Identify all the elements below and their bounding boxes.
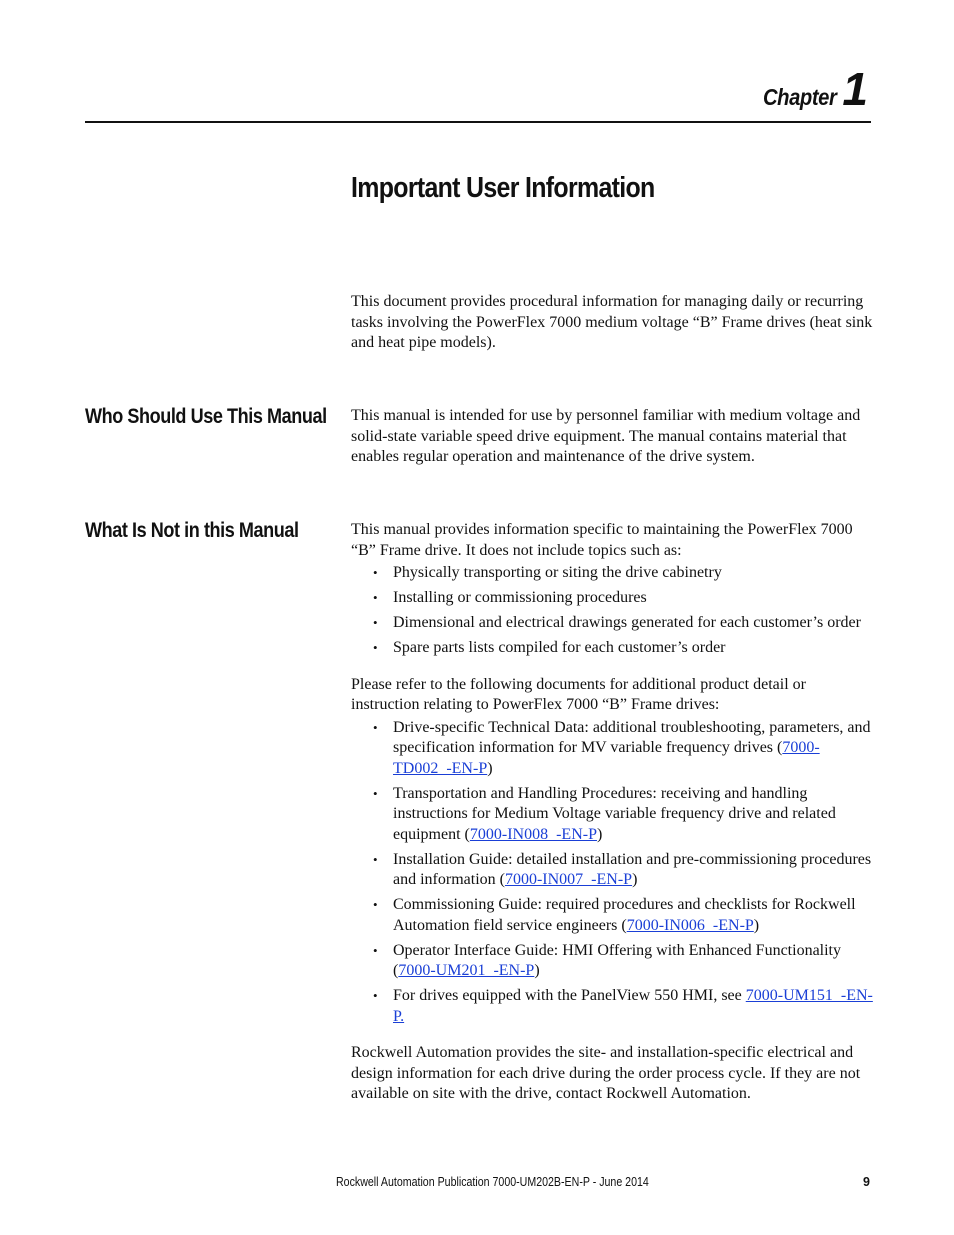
doc-link-in008[interactable]: 7000-IN008_-EN-P bbox=[469, 825, 597, 843]
doc-suffix: ) bbox=[487, 759, 493, 777]
not-in-manual-section bbox=[351, 520, 876, 1105]
chapter-number: 1 bbox=[842, 63, 868, 115]
doc-link-um151[interactable]: 7000-UM151_-EN-P. bbox=[393, 987, 873, 1025]
page-footer bbox=[0, 1175, 954, 1191]
list-item bbox=[393, 986, 876, 1027]
page-title: Important User Information bbox=[351, 172, 655, 204]
not-in-manual-text: This manual provides information specific to maintaining the PowerFlex 7000 “B” Frame drive. It does not include topics such as: bbox=[351, 521, 853, 559]
intro-text: This document provides procedural information for managing daily or recurring tasks involving the PowerFlex 7000 medium voltage “B” Frame drives (heat sink and heat pipe models). bbox=[351, 293, 873, 351]
list-item bbox=[393, 784, 876, 846]
doc-description: Commissioning Guide: required procedures and checklists for Rockwell Automation field service engineers ( bbox=[393, 896, 856, 934]
refer-text: Please refer to the following documents for additional product detail or instruction relating to PowerFlex 7000 “B” Frame drives: bbox=[351, 675, 806, 713]
doc-description: For drives equipped with the PanelView 550 HMI, see bbox=[393, 987, 746, 1004]
footer-page-number: 9 bbox=[863, 1175, 870, 1189]
doc-description: Installation Guide: detailed installation and pre-commissioning procedures and information ( bbox=[393, 850, 872, 888]
doc-link-in006[interactable]: 7000-IN006_-EN-P bbox=[626, 916, 754, 934]
list-item bbox=[393, 850, 876, 891]
doc-suffix: ) bbox=[632, 871, 638, 888]
list-item: • Spare parts lists compiled for each customer’s order bbox=[393, 638, 876, 659]
excluded-topics-list bbox=[351, 563, 876, 659]
doc-suffix: ) bbox=[534, 962, 540, 979]
who-should-text: This manual is intended for use by personnel familiar with medium voltage and solid-state variable speed drive equipment. The manual contains material that enables regular operation and maintenance of the drive system. bbox=[351, 407, 861, 465]
list-item bbox=[393, 895, 876, 936]
intro-paragraph bbox=[351, 292, 876, 354]
list-item bbox=[393, 718, 876, 780]
doc-link-in007[interactable]: 7000-IN007_-EN-P bbox=[504, 871, 633, 888]
list-item: • Installing or commissioning procedures bbox=[393, 588, 876, 609]
closing-text: Rockwell Automation provides the site- and installation-specific electrical and design information for each drive during the order process cycle. If they are not available on site with the drive, contact Rockwell Automation. bbox=[351, 1044, 861, 1102]
doc-link-um201[interactable]: 7000-UM201_-EN-P bbox=[398, 962, 535, 979]
doc-suffix: ) bbox=[753, 916, 760, 934]
list-item: • Physically transporting or siting the drive cabinetry bbox=[393, 563, 876, 584]
list-item bbox=[393, 941, 876, 982]
doc-suffix: ) bbox=[596, 825, 603, 843]
list-item: • Dimensional and electrical drawings generated for each customer’s order bbox=[393, 613, 876, 634]
who-should-section bbox=[351, 406, 876, 468]
chapter-header bbox=[753, 63, 868, 115]
header-rule bbox=[85, 121, 871, 123]
doc-description: Drive-specific Technical Data: additional troubleshooting, parameters, and specification information for MV variable frequency drives ( bbox=[393, 718, 871, 756]
not-in-manual-heading: What Is Not in this Manual bbox=[85, 519, 299, 542]
doc-description: Transportation and Handling Procedures: receiving and handling instructions for Medium Voltage variable frequency drive and related equipment ( bbox=[393, 784, 836, 843]
doc-link-td002[interactable]: 7000-TD002_-EN-P bbox=[393, 739, 820, 777]
chapter-word: Chapter bbox=[763, 84, 837, 110]
footer-publication: Rockwell Automation Publication 7000-UM202B-EN-P - June 2014 bbox=[336, 1175, 649, 1189]
reference-docs-list bbox=[351, 718, 876, 1028]
who-should-heading: Who Should Use This Manual bbox=[85, 405, 327, 428]
doc-description: Operator Interface Guide: HMI Offering with Enhanced Functionality ( bbox=[393, 941, 841, 979]
